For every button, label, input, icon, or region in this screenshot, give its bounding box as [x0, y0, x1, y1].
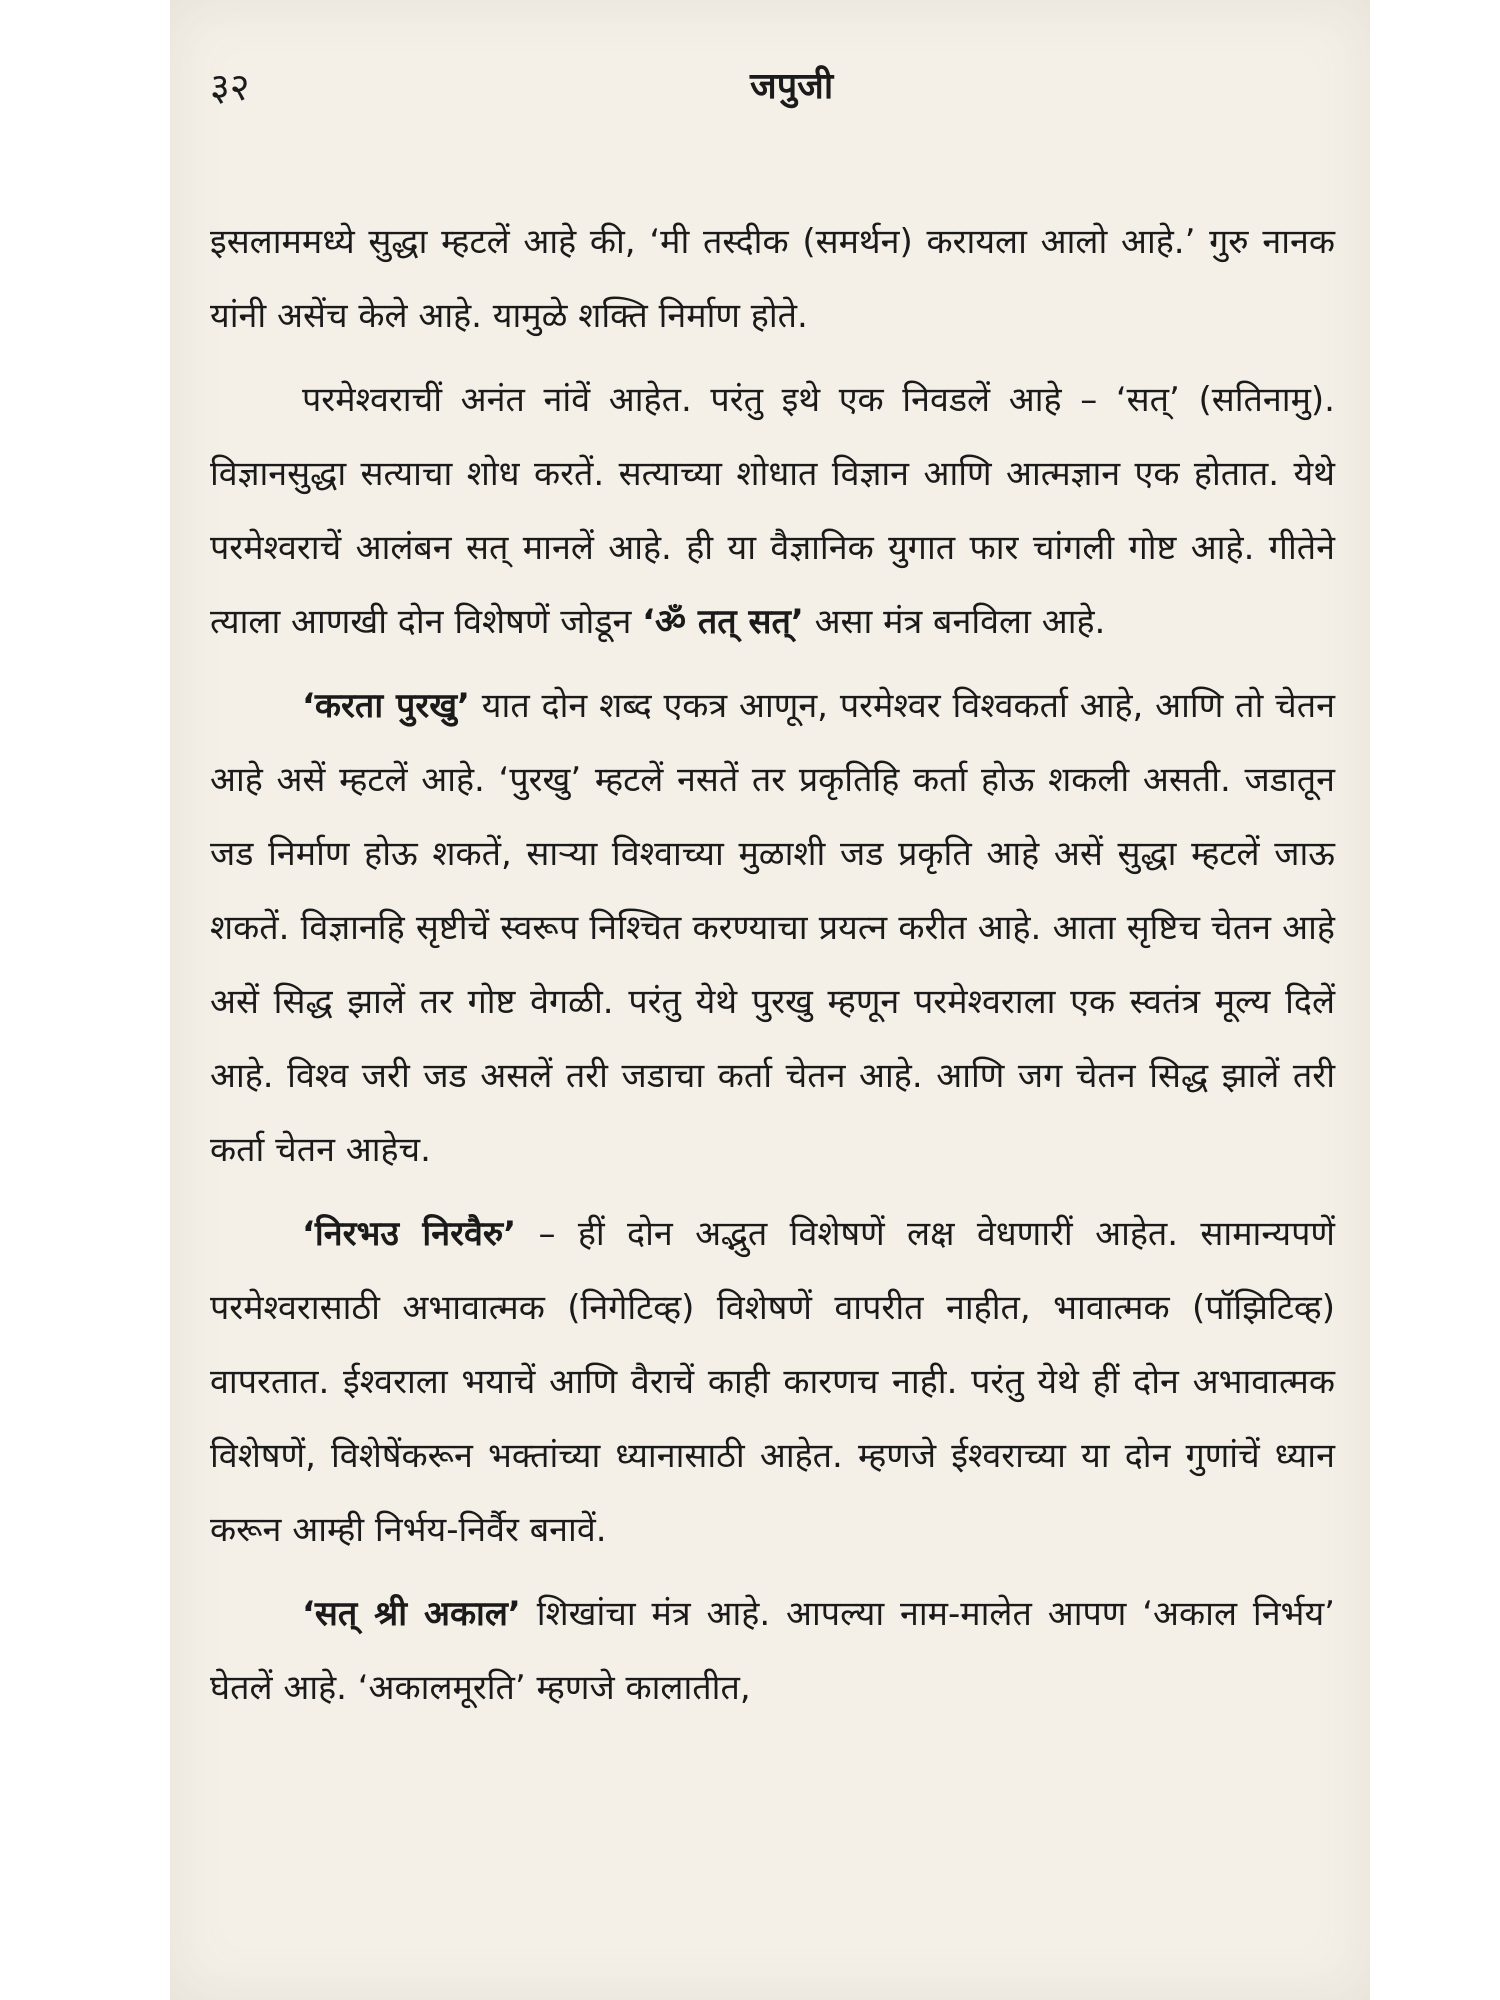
- page-header: [210, 60, 1340, 130]
- bold-term-karta-purakhu: ‘करता पुरखु’: [302, 686, 470, 726]
- paragraph-text: यात दोन शब्द एकत्र आणून, परमेश्वर विश्वकर्ता आहे, आणि तो चेतन आहे असें म्हटलें आहे. ‘पुरखु’ म्हटलें नसतें तर प्रकृतिहि कर्ता होऊ शकली असती. जडातून जड निर्माण होऊ शकतें, साऱ्या विश्वाच्या मुळाशी जड प्रकृति आहे असें सुद्धा म्हटलें जाऊ शकतें. विज्ञानहि सृष्टीचें स्वरूप निश्चित करण्याचा प्रयत्न करीत आहे. आता सृष्टिच चेतन आहे असें सिद्ध झालें तर गोष्ट वेगळी. परंतु येथे पुरखु म्हणून परमेश्वराला एक स्वतंत्र मूल्य दिलें आहे. विश्व जरी जड असलें तरी जडाचा कर्ता चेतन आहे. आणि जग चेतन सिद्ध झालें तरी कर्ता चेतन आहेच.: [210, 686, 1336, 1170]
- paragraph-3: [210, 669, 1335, 1187]
- paragraph-text-after: असा मंत्र बनविला आहे.: [803, 602, 1106, 642]
- paragraph-4: [210, 1197, 1335, 1567]
- paragraph-text: इसलाममध्ये सुद्धा म्हटलें आहे की, ‘मी तस्दीक (समर्थन) करायला आलो आहे.’ गुरु नानक यांनी असेंच केले आहे. यामुळे शक्ति निर्माण होते.: [210, 222, 1335, 336]
- paragraph-1: [210, 205, 1335, 353]
- body-text: [210, 205, 1335, 1735]
- scan-right-margin: [1370, 0, 1500, 2000]
- running-title: जपुजी: [750, 66, 834, 107]
- paragraph-text: शिखांचा मंत्र आहे. आपल्या नाम-मालेत आपण ‘अकाल निर्भय’ घेतलें आहे. ‘अकालमूरति’ म्हणजे कालातीत,: [210, 1594, 1335, 1708]
- scan-left-margin: [0, 0, 170, 2000]
- book-page: [170, 0, 1370, 2000]
- paragraph-2: [210, 363, 1335, 659]
- bold-term-nirbhau-nirvairu: ‘निरभउ निरवैरु’: [302, 1214, 517, 1254]
- paragraph-5: [210, 1577, 1335, 1725]
- paragraph-text: परमेश्वराचीं अनंत नांवें आहेत. परंतु इथे एक निवडलें आहे – ‘सत्’ (सतिनामु). विज्ञानसुद्धा सत्याचा शोध करतें. सत्याच्या शोधात विज्ञान आणि आत्मज्ञान एक होतात. येथे परमेश्वराचें आलंबन सत् मानलें आहे. ही या वैज्ञानिक युगात फार चांगली गोष्ट आहे. गीतेने त्याला आणखी दोन विशेषणें जोडून: [210, 380, 1335, 642]
- bold-term-om-tat-sat: ‘ॐ तत् सत्’: [642, 602, 804, 642]
- paragraph-text: – हीं दोन अद्भुत विशेषणें लक्ष वेधणारीं आहेत. सामान्यपणें परमेश्वरासाठी अभावात्मक (निगेटिव्ह) विशेषणें वापरीत नाहीत, भावात्मक (पॉझिटिव्ह) वापरतात. ईश्वराला भयाचें आणि वैराचें काही कारणच नाही. परंतु येथे हीं दोन अभावात्मक विशेषणें, विशेषेंकरून भक्तांच्या ध्यानासाठी आहेत. म्हणजे ईश्वराच्या या दोन गुणांचें ध्यान करून आम्ही निर्भय-निर्वैर बनावें.: [210, 1214, 1335, 1550]
- page-number: ३२: [210, 65, 250, 109]
- bold-term-sat-shri-akal: ‘सत् श्री अकाल’: [302, 1594, 521, 1634]
